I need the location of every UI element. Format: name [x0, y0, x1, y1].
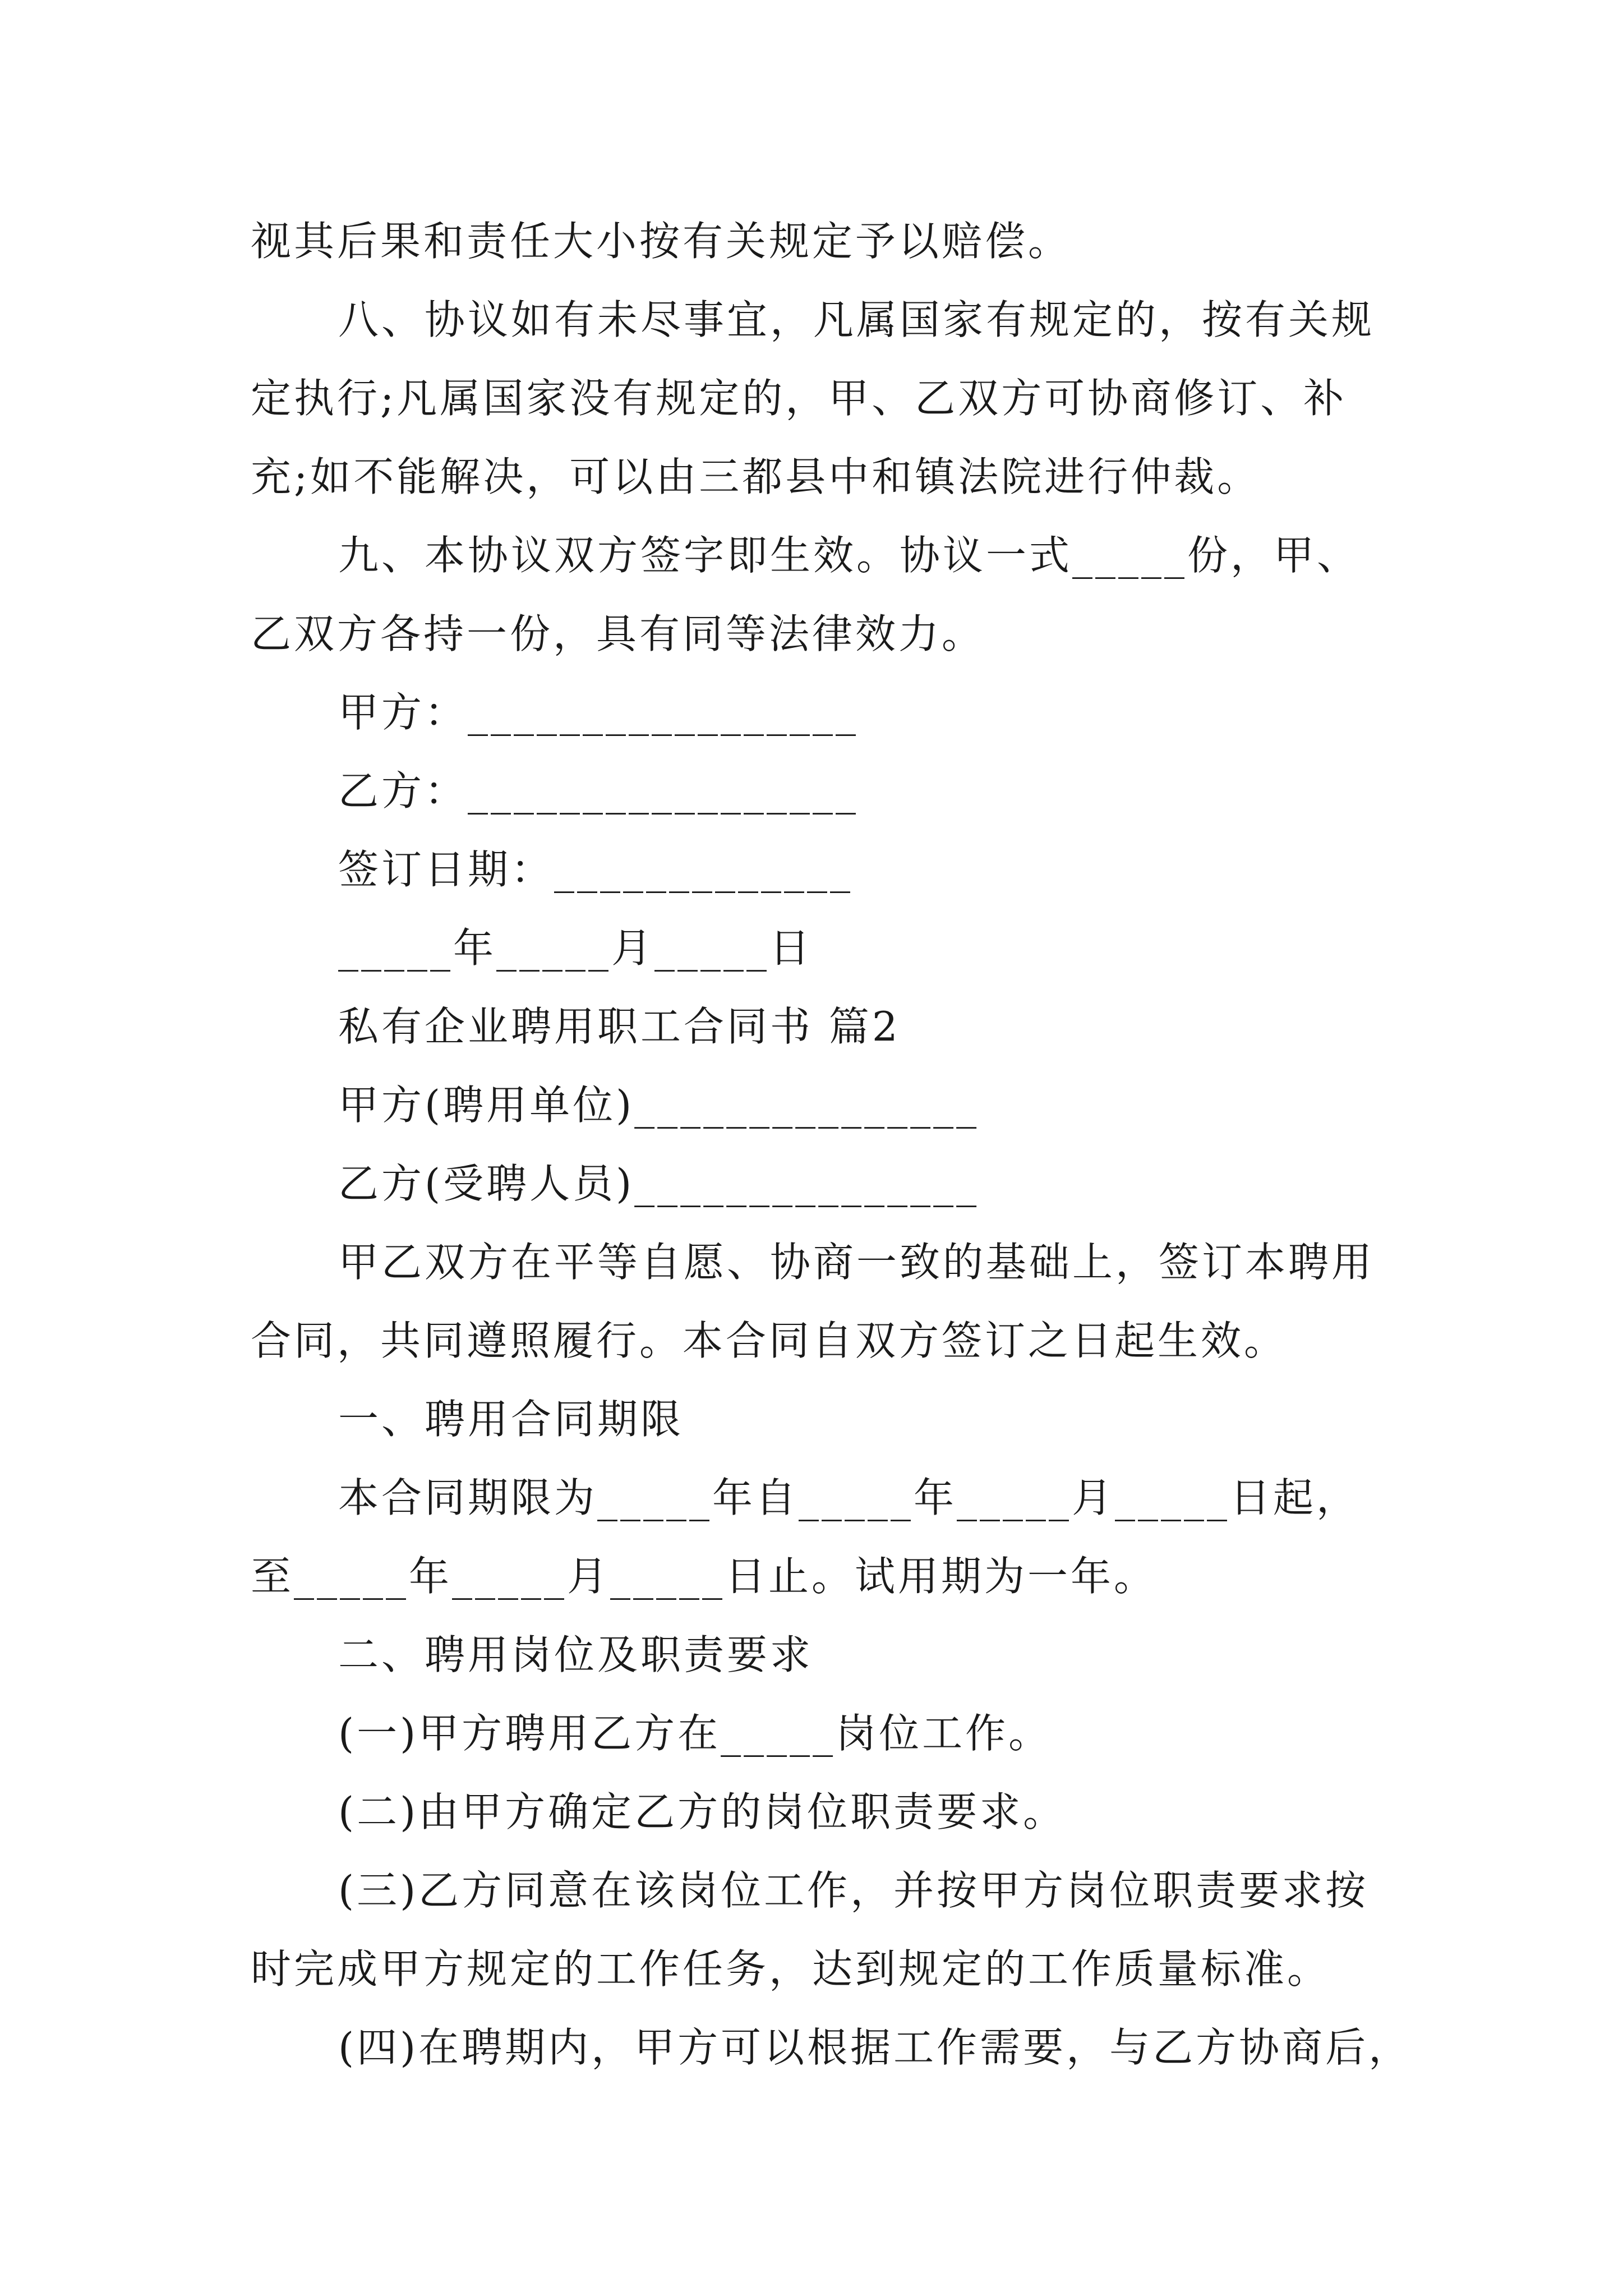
clause-heading: 二、聘用岗位及职责要求: [338, 1631, 814, 1678]
text-line: 至_____年_____月_____日止。试用期为一年。: [251, 1553, 1158, 1600]
text-line: 九、本协议双方签字即生效。协议一式_____份，甲、: [338, 532, 1361, 579]
date-line: 签订日期：_____________: [338, 846, 854, 893]
signature-line: 乙方：_________________: [338, 767, 859, 815]
text-line: (四)在聘期内，甲方可以根据工作需要，与乙方协商后，: [338, 2024, 1412, 2071]
text-line: 乙双方各持一份，具有同等法律效力。: [251, 610, 985, 657]
text-line: (二)由甲方确定乙方的岗位职责要求。: [338, 1788, 1067, 1835]
text-line: 甲乙双方在平等自愿、协商一致的基础上，签订本聘用: [338, 1239, 1375, 1286]
party-line: 乙方(受聘人员)_______________: [338, 1160, 980, 1207]
text-line: 八、协议如有未尽事宜，凡属国家有规定的，按有关规: [338, 296, 1375, 343]
section-title: 私有企业聘用职工合同书 篇2: [338, 1003, 901, 1050]
text-line: 合同，共同遵照履行。本合同自双方签订之日起生效。: [251, 1317, 1288, 1364]
clause-heading: 一、聘用合同期限: [338, 1396, 684, 1443]
text-line: 本合同期限为_____年自_____年_____月_____日起，: [338, 1474, 1360, 1521]
signature-line: 甲方：_________________: [338, 689, 859, 736]
text-line: 时完成甲方规定的工作任务，达到规定的工作质量标准。: [251, 1945, 1331, 1993]
text-line: 定执行;凡属国家没有规定的，甲、乙双方可协商修订、补: [251, 375, 1347, 422]
text-line: 视其后果和责任大小按有关规定予以赔偿。: [251, 218, 1072, 265]
text-line: (三)乙方同意在该岗位工作，并按甲方岗位职责要求按: [338, 1867, 1369, 1914]
text-line: 充;如不能解决，可以由三都县中和镇法院进行仲裁。: [251, 453, 1261, 500]
date-line: _____年_____月_____日: [338, 924, 813, 972]
text-line: (一)甲方聘用乙方在_____岗位工作。: [338, 1710, 1052, 1757]
party-line: 甲方(聘用单位)_______________: [338, 1082, 980, 1129]
